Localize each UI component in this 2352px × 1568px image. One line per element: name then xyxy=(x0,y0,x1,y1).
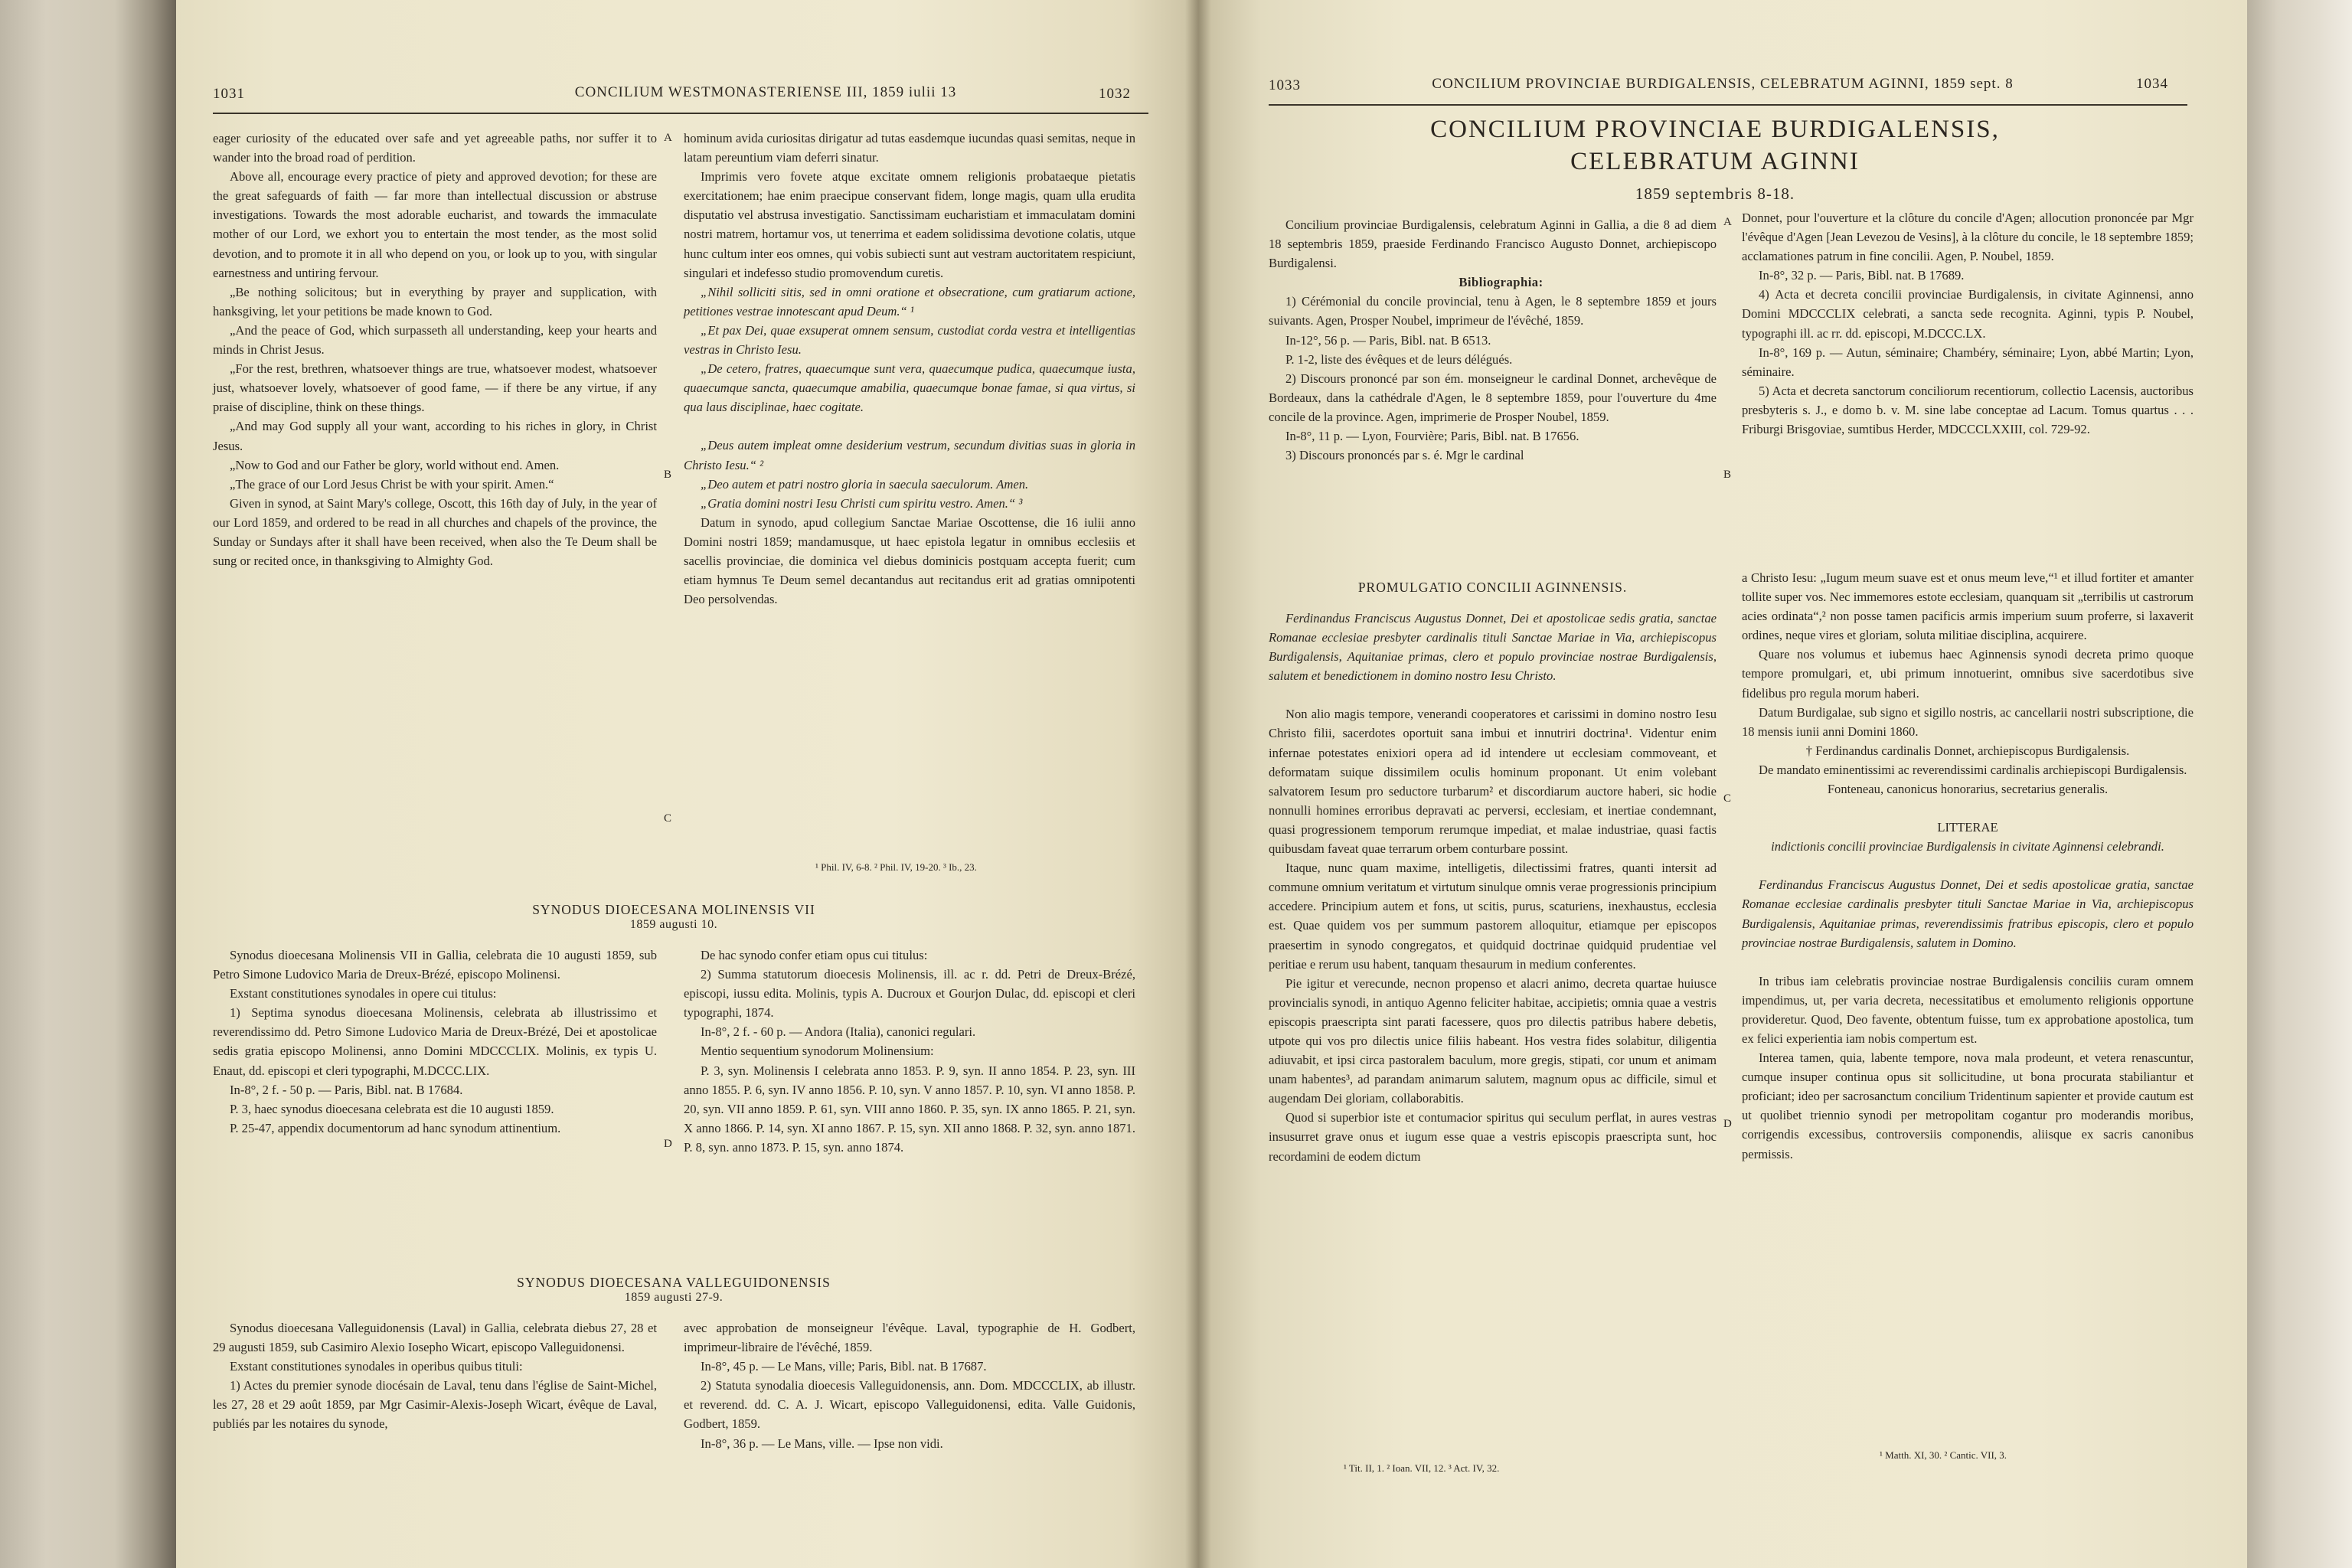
header-rule xyxy=(1269,104,2187,106)
paragraph: Ferdinandus Franciscus Augustus Donnet, Dei et sedis apostolicae gratia, sanctae Romanae ecclesiae cardinalis presbyter tituli Sanctae Mariae in Via, archiepiscopus Burdigalensis, Aquitaniae primas, reverendissimis fratribus episcopis, clero et populo provinciae nostrae Burdigalensis, salutem in Domino. xyxy=(1742,877,2194,950)
section-title xyxy=(329,1275,1018,1305)
paragraph: hominum avida curiositas dirigatur ad tutas easdemque iucundas quasi semitas, neque in latam pereuntium viam deferri sinatur. xyxy=(684,131,1135,165)
page-number: 1031 xyxy=(213,86,245,102)
bibliography-heading: Bibliographia: xyxy=(1459,275,1544,290)
text-column xyxy=(1742,208,2194,439)
page-number: 1033 xyxy=(1269,77,1301,93)
paragraph: Donnet, pour l'ouverture et la clôture du concile d'Agen; allocution prononcée par Mgr l'évêque d'Agen [Jean Levezou de Vesins], à la clôture du concile, le 18 septembre 1859; acclamationes patrum in fine concilii. Agen, P. Noubel, 1859. xyxy=(1742,211,2194,264)
section-heading: SYNODUS DIOECESANA MOLINENSIS VII xyxy=(532,902,815,917)
paragraph: Datum in synodo, apud collegium Sanctae Mariae Oscottense, die 16 iulii anno Domini nostri 1859; mandamusque, ut haec epistola legatur in omnibus ecclesiis et sacellis provinciae, die dominica vel diebus dominicis postquam accepta fuerit; cum etiam hymnus Te Deum semel decantandus aut recitandus erit ad gratias omnipotenti Deo persolvendas. xyxy=(684,514,1135,607)
margin-letter: D xyxy=(1723,1118,1732,1130)
paragraph: In-8°, 2 f. - 50 p. — Paris, Bibl. nat. B 17684. xyxy=(230,1082,463,1097)
footnotes: ¹ Tit. II, 1. ² Ioan. VII, 12. ³ Act. IV, 32. xyxy=(1344,1462,1500,1474)
margin-letter: D xyxy=(664,1138,672,1150)
margin-letter: C xyxy=(1723,792,1732,805)
paragraph: In tribus iam celebratis provinciae nostrae Burdigalensis conciliis curam omnem impendimus, ut, per varia decreta, necessitatibus et emolumento religionis opportune provideretur. Quod, Deo favente, obtentum fuisse, tum ex approbatione apostolica, tum ex felici experientia iam nobis compertum est. xyxy=(1742,973,2194,1046)
paragraph: „Deus autem impleat omne desiderium vestrum, secundum divitias suas in gloria in Christo Iesu.“ ² xyxy=(684,438,1135,472)
paragraph: Fonteneau, canonicus honorarius, secretarius generalis. xyxy=(1827,782,2109,797)
paragraph: De mandato eminentissimi ac reverendissimi cardinalis archiepiscopi Burdigalensis. xyxy=(1759,762,2187,777)
paragraph: Interea tamen, quia, labente tempore, nova mala prodeunt, et vetera renascuntur, cumque insuper continua opus sit sollicitudine, ut bona procurata stabiliantur et proficiant; ideo per sacrosanctum concilium Tridentinum sapienter et provide cautum est ut quolibet triennio synodi per metropolitam cogantur pro moderandis moribus, corrigendis excessibus, controversiis componendis, aliisque ex sacris canonibus permissis. xyxy=(1742,1050,2194,1161)
paragraph: Exstant constitutiones synodales in opere cui titulus: xyxy=(230,986,497,1001)
paragraph: „And may God supply all your want, according to his riches in glory, in Christ Jesus. xyxy=(213,419,657,453)
margin-letter: C xyxy=(664,812,672,825)
paragraph: 2) Summa statutorum dioecesis Molinensis, ill. ac r. dd. Petri de Dreux-Brézé, episcopi, iussu edita. Molinis, typis A. Ducroux et Gourjon Dulac, dd. episcopi et cleri typographi, 1874. xyxy=(684,967,1135,1021)
text-column xyxy=(213,1318,657,1434)
document-title xyxy=(1313,113,2117,178)
paragraph: Given in synod, at Saint Mary's college, Oscott, this 16th day of July, in the year of our Lord 1859, and ordered to be read in all churches and chapels of the province, the Sunday or Sundays after it shall have been received, when also the Te Deum shall be sung or recited once, in thanksgiving to Almighty God. xyxy=(213,495,657,569)
text-column-english xyxy=(213,129,657,570)
paragraph: „And the peace of God, which surpasseth all understanding, keep your hearts and minds in Christ Jesus. xyxy=(213,322,657,358)
section-heading: SYNODUS DIOECESANA VALLEGUIDONENSIS xyxy=(517,1275,831,1290)
paragraph: 2) Discours prononcé par son ém. monseigneur le cardinal Donnet, archevêque de Bordeaux, dans la cathédrale d'Agen, le 8 septembre 1859, pour l'ouverture du 4me concile de la province. Agen, imprimerie de Prosper Noubel, 1859. xyxy=(1269,371,1717,424)
paragraph: avec approbation de monseigneur l'évêque. Laval, typographie de H. Godbert, imprimeur-libraire de l'évêché, 1859. xyxy=(684,1321,1135,1355)
paragraph: „The grace of our Lord Jesus Christ be with your spirit. Amen.“ xyxy=(230,476,554,492)
running-header: CONCILIUM WESTMONASTERIENSE III, 1859 iulii 13 xyxy=(574,84,957,100)
footnotes: ¹ Matth. XI, 30. ² Cantic. VII, 3. xyxy=(1880,1449,2007,1461)
paragraph: Datum Burdigalae, sub signo et sigillo nostris, ac cancellarii nostri subscriptione, die 18 mensis iunii anni Domini 1860. xyxy=(1742,704,2194,739)
text-column xyxy=(1269,215,1717,465)
footnotes: ¹ Phil. IV, 6-8. ² Phil. IV, 19-20. ³ Ib., 23. xyxy=(815,861,977,873)
paragraph: Mentio sequentium synodorum Molinensium: xyxy=(701,1044,934,1059)
section-title xyxy=(329,902,1018,932)
paragraph: P. 3, haec synodus dioecesana celebrata est die 10 augusti 1859. xyxy=(230,1101,554,1116)
paragraph: Quod si superbior iste et contumacior spiritus qui seculum perflat, in aures vestras insusurret grave onus et iugum esse quae a vestris episcopis praescripta sunt, hoc recordamini de eodem dictum xyxy=(1269,1110,1717,1164)
paragraph: „De cetero, fratres, quaecumque sunt vera, quaecumque pudica, quaecumque iusta, quaecumque sancta, quaecumque amabilia, quaecumque bonae famae, si qua virtus, si qua laus disciplinae, haec cogitate. xyxy=(684,361,1135,415)
paragraph: „Deo autem et patri nostro gloria in saecula saeculorum. Amen. xyxy=(701,476,1029,492)
paragraph: 4) Acta et decreta concilii provinciae Burdigalensis, in civitate Aginnensi, anno Domini MDCCCLIX celebrati, a sancta sede recognita. Aginni, typis P. Noubel, typographi ill. ac rr. dd. episcopi, M.DCCC.LX. xyxy=(1742,287,2194,341)
section-date: 1859 augusti 10. xyxy=(629,918,718,931)
paragraph: Concilium provinciae Burdigalensis, celebratum Aginni in Gallia, a die 8 ad diem 18 septembris 1859, praeside Ferdinando Francisco Augusto Donnet, archiepiscopo Burdigalensi. xyxy=(1269,217,1717,271)
text-column xyxy=(684,946,1135,1157)
paragraph: Exstant constitutiones synodales in operibus quibus tituli: xyxy=(230,1359,523,1374)
section-heading: PROMULGATIO CONCILII AGINNENSIS. xyxy=(1357,580,1628,595)
paragraph: Above all, encourage every practice of piety and approved devotion; for these are the great safeguards of faith — far more than intellectual discussion or abstruse investigations. Towards the most adorable eucharist, and towards the immaculate mother of our Lord, we exhort you to entertain the most tender, as the most solid devotion, and to promote it in all who depend on you, or look up to you, with singular earnestness and untiring fervour. xyxy=(213,169,657,280)
paragraph: indictionis concilii provinciae Burdigalensis in civitate Aginnensi celebrandi. xyxy=(1771,839,2164,854)
book-gutter xyxy=(1185,0,1211,1568)
text-column xyxy=(213,946,657,1138)
book-page-edges-left xyxy=(0,0,176,1568)
text-column-latin xyxy=(684,129,1135,609)
paragraph: In-8°, 36 p. — Le Mans, ville. — Ipse non vidi. xyxy=(701,1436,943,1451)
margin-letter: B xyxy=(664,469,672,481)
paragraph: 1) Septima synodus dioecesana Molinensis, celebrata ab illustrissimo et reverendissimo dd. Petro Simone Ludovico Maria de Dreux-Brézé, Dei et apostolicae sedis gratia episcopo Molinensi, anno Domini MDCCCLIX. Molinis, ex typis U. Enaut, dd. episcopi et cleri typographi, M.DCCC.LIX. xyxy=(213,1005,657,1078)
paragraph: 1) Cérémonial du concile provincial, tenu à Agen, le 8 septembre 1859 et jours suivants. Agen, Prosper Noubel, imprimeur de l'évêché, 1859. xyxy=(1269,294,1717,328)
paragraph: In-8°, 32 p. — Paris, Bibl. nat. B 17689. xyxy=(1759,268,1965,283)
paragraph: Itaque, nunc quam maxime, intelligetis, dilectissimi fratres, quanti intersit ad commune omnium veritatum et virtutum sinulque omnis verae progressionis principium accedere. Principium autem et fons, ut scitis, purus, scaturiens, inexhaustus, ecclesia est. Quae quidem vos per summum pastorem alloquitur, etiamque per episcopos praesertim in synodo congregatos, et quidquid doctrinae quidquid prudentiae vel peritiae e rerum usu habent, tanquam thesaurum in medium conferentes. xyxy=(1269,861,1717,972)
paragraph: De hac synodo confer etiam opus cui titulus: xyxy=(701,948,928,962)
margin-letter: A xyxy=(664,132,672,144)
paragraph: P. 1-2, liste des évêques et de leurs délégués. xyxy=(1285,351,1513,367)
paragraph: Imprimis vero fovete atque excitate omnem religionis probataeque pietatis exercitationem; hae enim praecipue conservant fidem, longe magis, quam ulla erudita disputatio vel abstrusa investigatio. Sanctissimam eucharistiam et immaculatam domini nostri matrem, hortamur vos, ut tenerrima et eadem solidissima devotione colatis, utque hunc cultum inter eos omnes, qui vobis subiecti sunt aut vestram auctoritatem respiciunt, singulari et indefesso studio promovendum curetis. xyxy=(684,169,1135,280)
paragraph: „For the rest, brethren, whatsoever things are true, whatsoever modest, whatsoever just, whatsoever lovely, whatsoever of good fame, — if there be any virtue, if any praise of discipline, think on these things. xyxy=(213,361,657,415)
document-date: 1859 septembris 8-18. xyxy=(1635,185,1795,203)
paragraph: Ferdinandus Franciscus Augustus Donnet, Dei et apostolicae sedis gratia, sanctae Romanae ecclesiae presbyter cardinalis tituli Sanctae Mariae in Via, archiepiscopus Burdigalensis, Aquitaniae primas, clero et populo provinciae nostrae Burdigalensis, salutem et benedictionem in domino nostro Iesu Christo. xyxy=(1269,611,1717,684)
page-number: 1034 xyxy=(2136,76,2168,92)
paragraph: Non alio magis tempore, venerandi cooperatores et carissimi in domino nostro Iesu Christo filii, sacerdotes oportuit sana imbui et innutriri doctrina¹. Videntur enim infernae potestates enixiori opera ad id intendere ut ecclesiam commoveant, et deformatam suique dissimilem oculis hominum proponant. Ut enim volebant salvatorem Iesum pro seductore turbarum² et discordiarum auctore haberi, sic hodie nonnulli homines erroribus depravati ac perversi, ecclesiam, et inertiae condemnant, quasi progressionem temporum rerumque impediat, et malae industriae, quasi factis quibusdam faveat quae terrarum orbem conturbare possint. xyxy=(1269,707,1717,857)
paragraph: „Nihil solliciti sitis, sed in omni oratione et obsecratione, cum gratiarum actione, petitiones vestrae innotescant apud Deum.“ ¹ xyxy=(684,284,1135,318)
paragraph: Synodus dioecesana Molinensis VII in Gallia, celebrata die 10 augusti 1859, sub Petro Simone Ludovico Maria de Dreux-Brézé, episcopo Molinensi. xyxy=(213,948,657,982)
paragraph: Synodus dioecesana Valleguidonensis (Laval) in Gallia, celebrata diebus 27, 28 et 29 augusti 1859, sub Casimiro Alexio Iosepho Wicart, episcopo Valleguidonensi. xyxy=(213,1321,657,1355)
paragraph: „Gratia domini nostri Iesu Christi cum spiritu vestro. Amen.“ ³ xyxy=(701,495,1023,511)
paragraph: In-8°, 2 f. - 60 p. — Andora (Italia), canonici regulari. xyxy=(701,1024,976,1040)
paragraph: 5) Acta et decreta sanctorum conciliorum recentiorum, collectio Lacensis, auctoribus presbyteris s. J., e domo b. v. M. sine labe conceptae ad Lacum. Tomus quartus . . . Friburgi Brisgoviae, sumtibus Herder, MDCCCLXXIII, col. 729-92. xyxy=(1742,383,2194,437)
section-date: 1859 augusti 27-9. xyxy=(624,1291,724,1304)
paragraph: Quare nos volumus et iubemus haec Aginnensis synodi decreta primo quoque tempore promulgari, et, ubi primum innotuerint, omnibus sive sacerdotibus sive fidelibus pro regula morum haberi. xyxy=(1742,647,2194,701)
margin-letter: B xyxy=(1723,469,1732,481)
paragraph: 3) Discours prononcés par s. é. Mgr le cardinal xyxy=(1285,448,1524,463)
paragraph: Pie igitur et verecunde, necnon propenso et alacri animo, decreta quartae huiusce provincialis synodi, in antiquo Agenno feliciter habitae, accipietis; omnia quae a vestris episcopis praescripta sint parati facessere, quos pro dilectis patribus habere debetis, utpote qui vos pro dilectis unice filiis habeant. Hos vestra fides solabitur, diligentia adiuvabit, et ipsi circa pastoralem baculum, more gregis, stipati, cor unum et animam unam habentes³, ad parandam animarum salutem, magnum opus ac difficile, simul et augendam Dei gloriam, collaborabitis. xyxy=(1269,975,1717,1106)
paragraph: In-8°, 169 p. — Autun, séminaire; Chambéry, séminaire; Lyon, abbé Martin; Lyon, séminaire. xyxy=(1742,345,2194,379)
header-rule xyxy=(213,113,1148,114)
paragraph: In-8°, 11 p. — Lyon, Fourvière; Paris, Bibl. nat. B 17656. xyxy=(1285,429,1579,444)
title-line: CONCILIUM PROVINCIAE BURDIGALENSIS, xyxy=(1430,116,2000,143)
paragraph: In-12°, 56 p. — Paris, Bibl. nat. B 6513. xyxy=(1285,332,1491,348)
paragraph: a Christo Iesu: „Iugum meum suave est et onus meum leve,“¹ et illud fortiter et amanter tollite super vos. Nec immemores estote ecclesiam, quanquam sit „terribilis ut castrorum acies ordinata“,² non posse tamen pacificis armis imperium suum proferre, si laxaverit ordines, neque vires et gloriam, soluta militiae disciplina, acquirere. xyxy=(1742,570,2194,643)
left-page xyxy=(176,0,1198,1568)
paragraph: P. 3, syn. Molinensis I celebrata anno 1853. P. 9, syn. II anno 1854. P. 23, syn. III anno 1855. P. 6, syn. IV anno 1856. P. 10, syn. V anno 1857. P. 10, syn. VI anno 1858. P. 20, syn. VII anno 1859. P. 61, syn. VIII anno 1860. P. 35, syn. IX anno 1865. P. 21, syn. X anno 1866. P. 14, syn. XI anno 1867. P. 15, syn. XII anno 1868. P. 32, syn. anno 1871. P. 8, syn. anno 1873. P. 15, syn. anno 1874. xyxy=(684,1063,1135,1155)
paragraph: LITTERAE xyxy=(1937,820,1998,835)
paragraph: „Now to God and our Father be glory, world without end. Amen. xyxy=(230,457,560,472)
paragraph: P. 25-47, appendix documentorum ad hanc synodum attinentium. xyxy=(230,1120,561,1135)
margin-letter: A xyxy=(1723,216,1732,228)
right-page xyxy=(1198,0,2247,1568)
paragraph: In-8°, 45 p. — Le Mans, ville; Paris, Bibl. nat. B 17687. xyxy=(701,1359,987,1374)
paragraph: „Et pax Dei, quae exsuperat omnem sensum, custodiat corda vestra et intelligentias vestras in Christo Iesu. xyxy=(684,322,1135,358)
text-column xyxy=(1742,568,2194,1164)
page-number: 1032 xyxy=(1099,86,1131,102)
paragraph: 1) Actes du premier synode diocésain de Laval, tenu dans l'église de Saint-Michel, les 27, 28 et 29 août 1859, par Mgr Casimir-Alexis-Joseph Wicart, évêque de Laval, publiés par les notaires du synode, xyxy=(213,1378,657,1432)
running-header: CONCILIUM PROVINCIAE BURDIGALENSIS, CELEBRATUM AGINNI, 1859 sept. 8 xyxy=(1432,76,2014,92)
text-column xyxy=(1269,609,1717,1166)
paragraph: † Ferdinandus cardinalis Donnet, archiepiscopus Burdigalensis. xyxy=(1805,743,2130,758)
text-column xyxy=(684,1318,1135,1453)
book-page-edges-right xyxy=(2247,0,2352,1568)
title-line: CELEBRATUM AGINNI xyxy=(1570,148,1860,175)
paragraph: „Be nothing solicitous; but in everything by prayer and supplication, with hanksgiving, let your petitions be made known to God. xyxy=(213,284,657,318)
paragraph: eager curiosity of the educated over safe and yet agreeable paths, nor suffer it to wander into the broad road of perdition. xyxy=(213,131,657,165)
paragraph: 2) Statuta synodalia dioecesis Valleguidonensis, ann. Dom. MDCCCLIX, ab illustr. et reverend. dd. C. A. J. Wicart, episcopo Valleguidonensi, edita. Valle Guidonis, Godbert, 1859. xyxy=(684,1378,1135,1432)
